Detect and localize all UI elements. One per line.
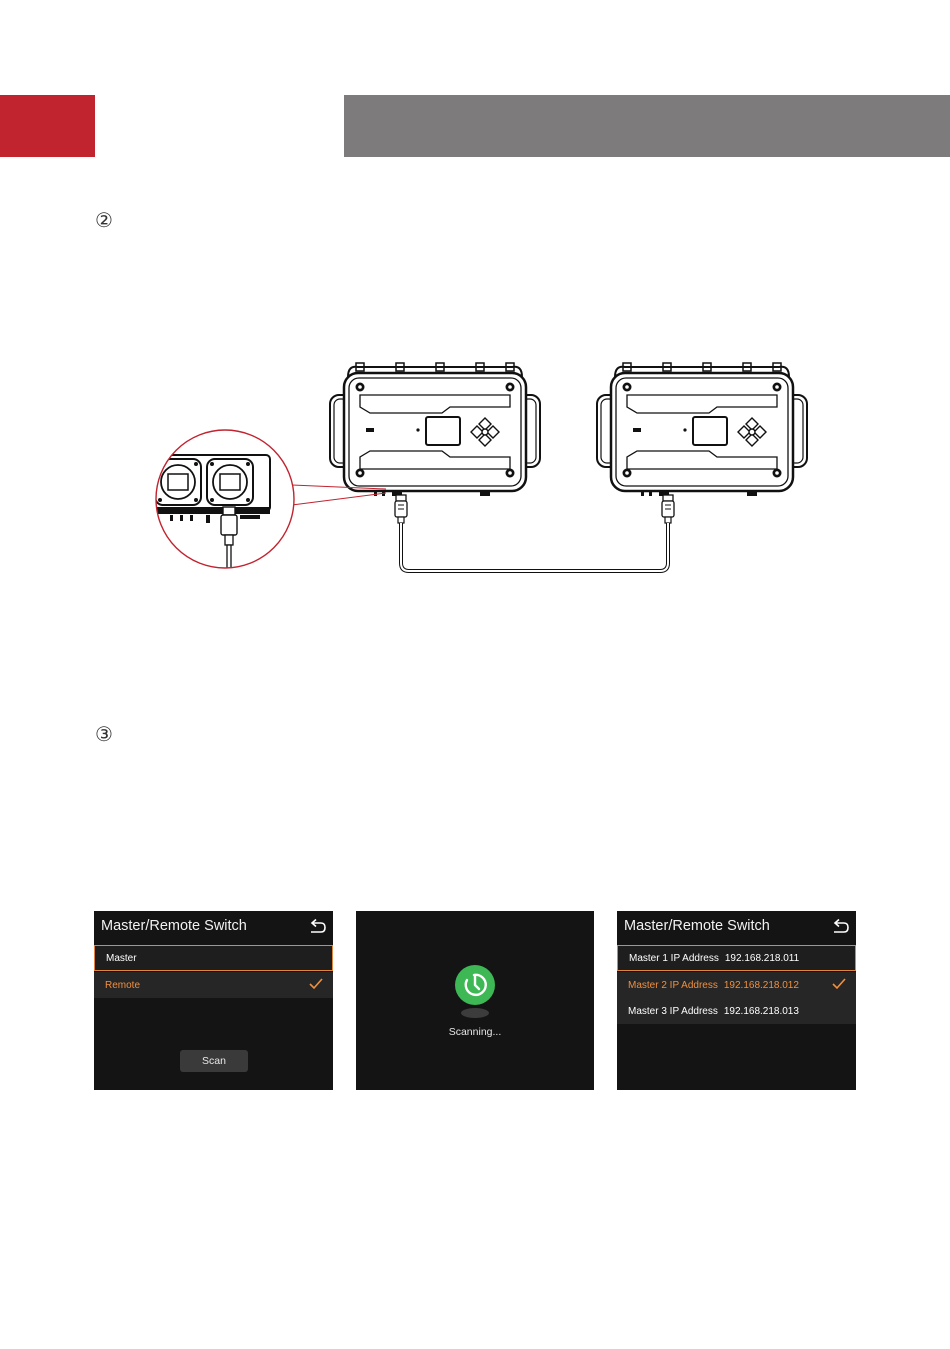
menu-item-master[interactable] [94, 945, 333, 971]
screen-title: Master/Remote Switch [624, 918, 770, 934]
screen-scanning [356, 911, 594, 1090]
network-connection-illustration [150, 355, 820, 580]
master-ip-value: 192.168.218.012 [723, 979, 799, 991]
checkmark-icon [831, 977, 847, 991]
master-ip-value: 192.168.218.011 [724, 952, 800, 964]
master-ip-value: 192.168.218.013 [723, 1005, 799, 1017]
scan-spinner-icon [454, 964, 496, 1006]
screen-master-remote-switch [94, 911, 333, 1090]
ethernet-cable [395, 495, 674, 571]
step-3-number: ③ [95, 722, 113, 746]
scanning-status: Scanning... [448, 1026, 502, 1038]
section-header-bar [344, 95, 950, 157]
checkmark-icon [308, 977, 324, 991]
scan-button[interactable]: Scan [180, 1050, 248, 1072]
chapter-tab [0, 95, 95, 157]
menu-item-label: Master [106, 952, 137, 964]
master-ip-label: Master 3 IP Address [628, 1005, 718, 1017]
back-arrow-icon[interactable] [830, 917, 850, 937]
spinner-shadow [461, 1008, 489, 1018]
step-2-number: ② [95, 208, 113, 232]
fixture-left [330, 363, 540, 496]
screen-title: Master/Remote Switch [101, 918, 247, 934]
back-arrow-icon[interactable] [307, 917, 327, 937]
master-ip-label: Master 1 IP Address [629, 952, 719, 964]
menu-item-remote[interactable] [94, 972, 333, 998]
fixture-right [597, 363, 807, 496]
screen-master-ip-list [617, 911, 856, 1090]
master-ip-item-3[interactable] [617, 998, 856, 1024]
master-ip-item-1[interactable] [617, 945, 856, 971]
menu-item-label: Remote [105, 979, 141, 991]
master-ip-label: Master 2 IP Address [628, 979, 718, 991]
master-ip-item-2[interactable] [617, 972, 856, 998]
